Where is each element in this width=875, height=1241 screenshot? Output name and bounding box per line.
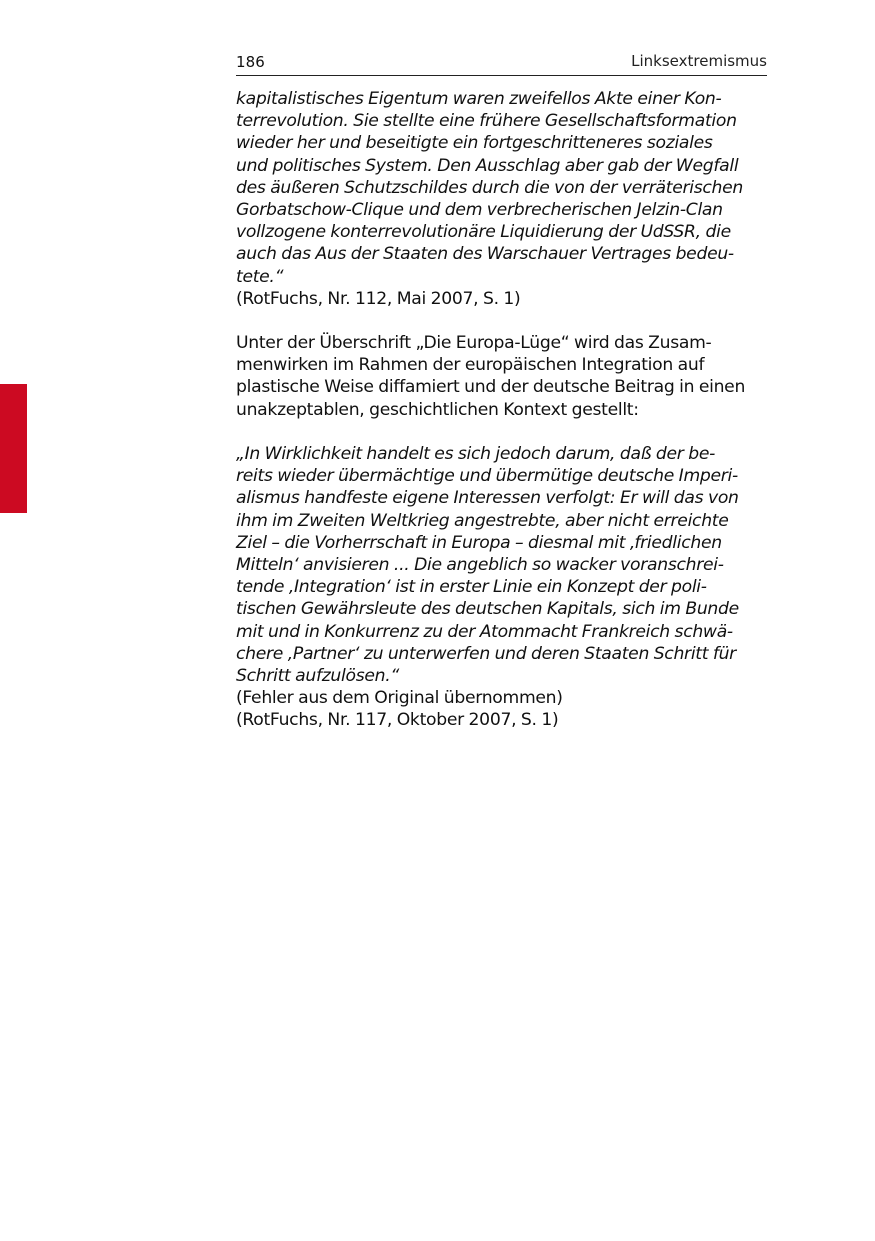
quote-note: (Fehler aus dem Original übernommen)	[236, 688, 563, 709]
page-header	[236, 50, 767, 76]
quote-source: (RotFuchs, Nr. 112, Mai 2007, S. 1)	[236, 288, 521, 309]
page-number: 186	[236, 53, 265, 71]
page-body	[236, 88, 767, 731]
quote-line: chere ‚Partner‘ zu unterwerfen und deren Staaten Schritt für	[236, 643, 736, 664]
quote-line: tischen Gewährsleute des deutschen Kapitals, sich im Bunde	[236, 599, 739, 620]
quote-block-1	[236, 88, 767, 310]
quote-line: Mitteln‘ anvisieren ... Die angeblich so wacker voranschrei-	[236, 554, 724, 575]
quote-line: Schritt aufzulösen.“	[236, 665, 400, 686]
quote-line: alismus handfeste eigene Interessen verfolgt: Er will das von	[236, 488, 739, 509]
quote-line: vollzogene konterrevolutionäre Liquidierung der UdSSR, die	[236, 222, 731, 243]
quote-line: auch das Aus der Staaten des Warschauer Vertrages bedeu-	[236, 244, 734, 265]
paragraph-line: Unter der Überschrift „Die Europa-Lüge“ wird das Zusam-	[236, 333, 712, 354]
body-paragraph	[236, 332, 767, 421]
chapter-marker-tab	[0, 384, 27, 513]
paragraph-line: unakzeptablen, geschichtlichen Kontext gestellt:	[236, 399, 639, 420]
quote-line: tende ‚Integration‘ ist in erster Linie ein Konzept der poli-	[236, 577, 707, 598]
quote-line: Gorbatschow-Clique und dem verbrecherischen Jelzin-Clan	[236, 199, 723, 220]
quote-line: Ziel – die Vorherrschaft in Europa – diesmal mit ‚friedlichen	[236, 532, 722, 553]
quote-block-2	[236, 443, 767, 731]
quote-line: terrevolution. Sie stellte eine frühere Gesellschaftsformation	[236, 111, 737, 132]
quote-source: (RotFuchs, Nr. 117, Oktober 2007, S. 1)	[236, 710, 559, 731]
quote-line: kapitalistisches Eigentum waren zweifellos Akte einer Kon-	[236, 89, 722, 109]
quote-line: tete.“	[236, 266, 284, 287]
running-head: Linksextremismus	[631, 52, 767, 70]
paragraph-line: menwirken im Rahmen der europäischen Integration auf	[236, 355, 705, 376]
quote-line: ihm im Zweiten Weltkrieg angestrebte, aber nicht erreichte	[236, 510, 729, 531]
paragraph-line: plastische Weise diffamiert und der deutsche Beitrag in einen	[236, 377, 746, 398]
quote-line: reits wieder übermächtige und übermütige deutsche Imperi-	[236, 466, 738, 487]
quote-line: und politisches System. Den Ausschlag aber gab der Wegfall	[236, 155, 739, 176]
quote-line: mit und in Konkurrenz zu der Atommacht Frankreich schwä-	[236, 621, 733, 642]
quote-line: des äußeren Schutzschildes durch die von der verräterischen	[236, 177, 743, 198]
paragraph-gap	[236, 421, 767, 443]
quote-line: „In Wirklichkeit handelt es sich jedoch darum, daß der be-	[236, 444, 716, 464]
quote-line: wieder her und beseitigte ein fortgeschritteneres soziales	[236, 133, 713, 154]
paragraph-gap	[236, 310, 767, 332]
